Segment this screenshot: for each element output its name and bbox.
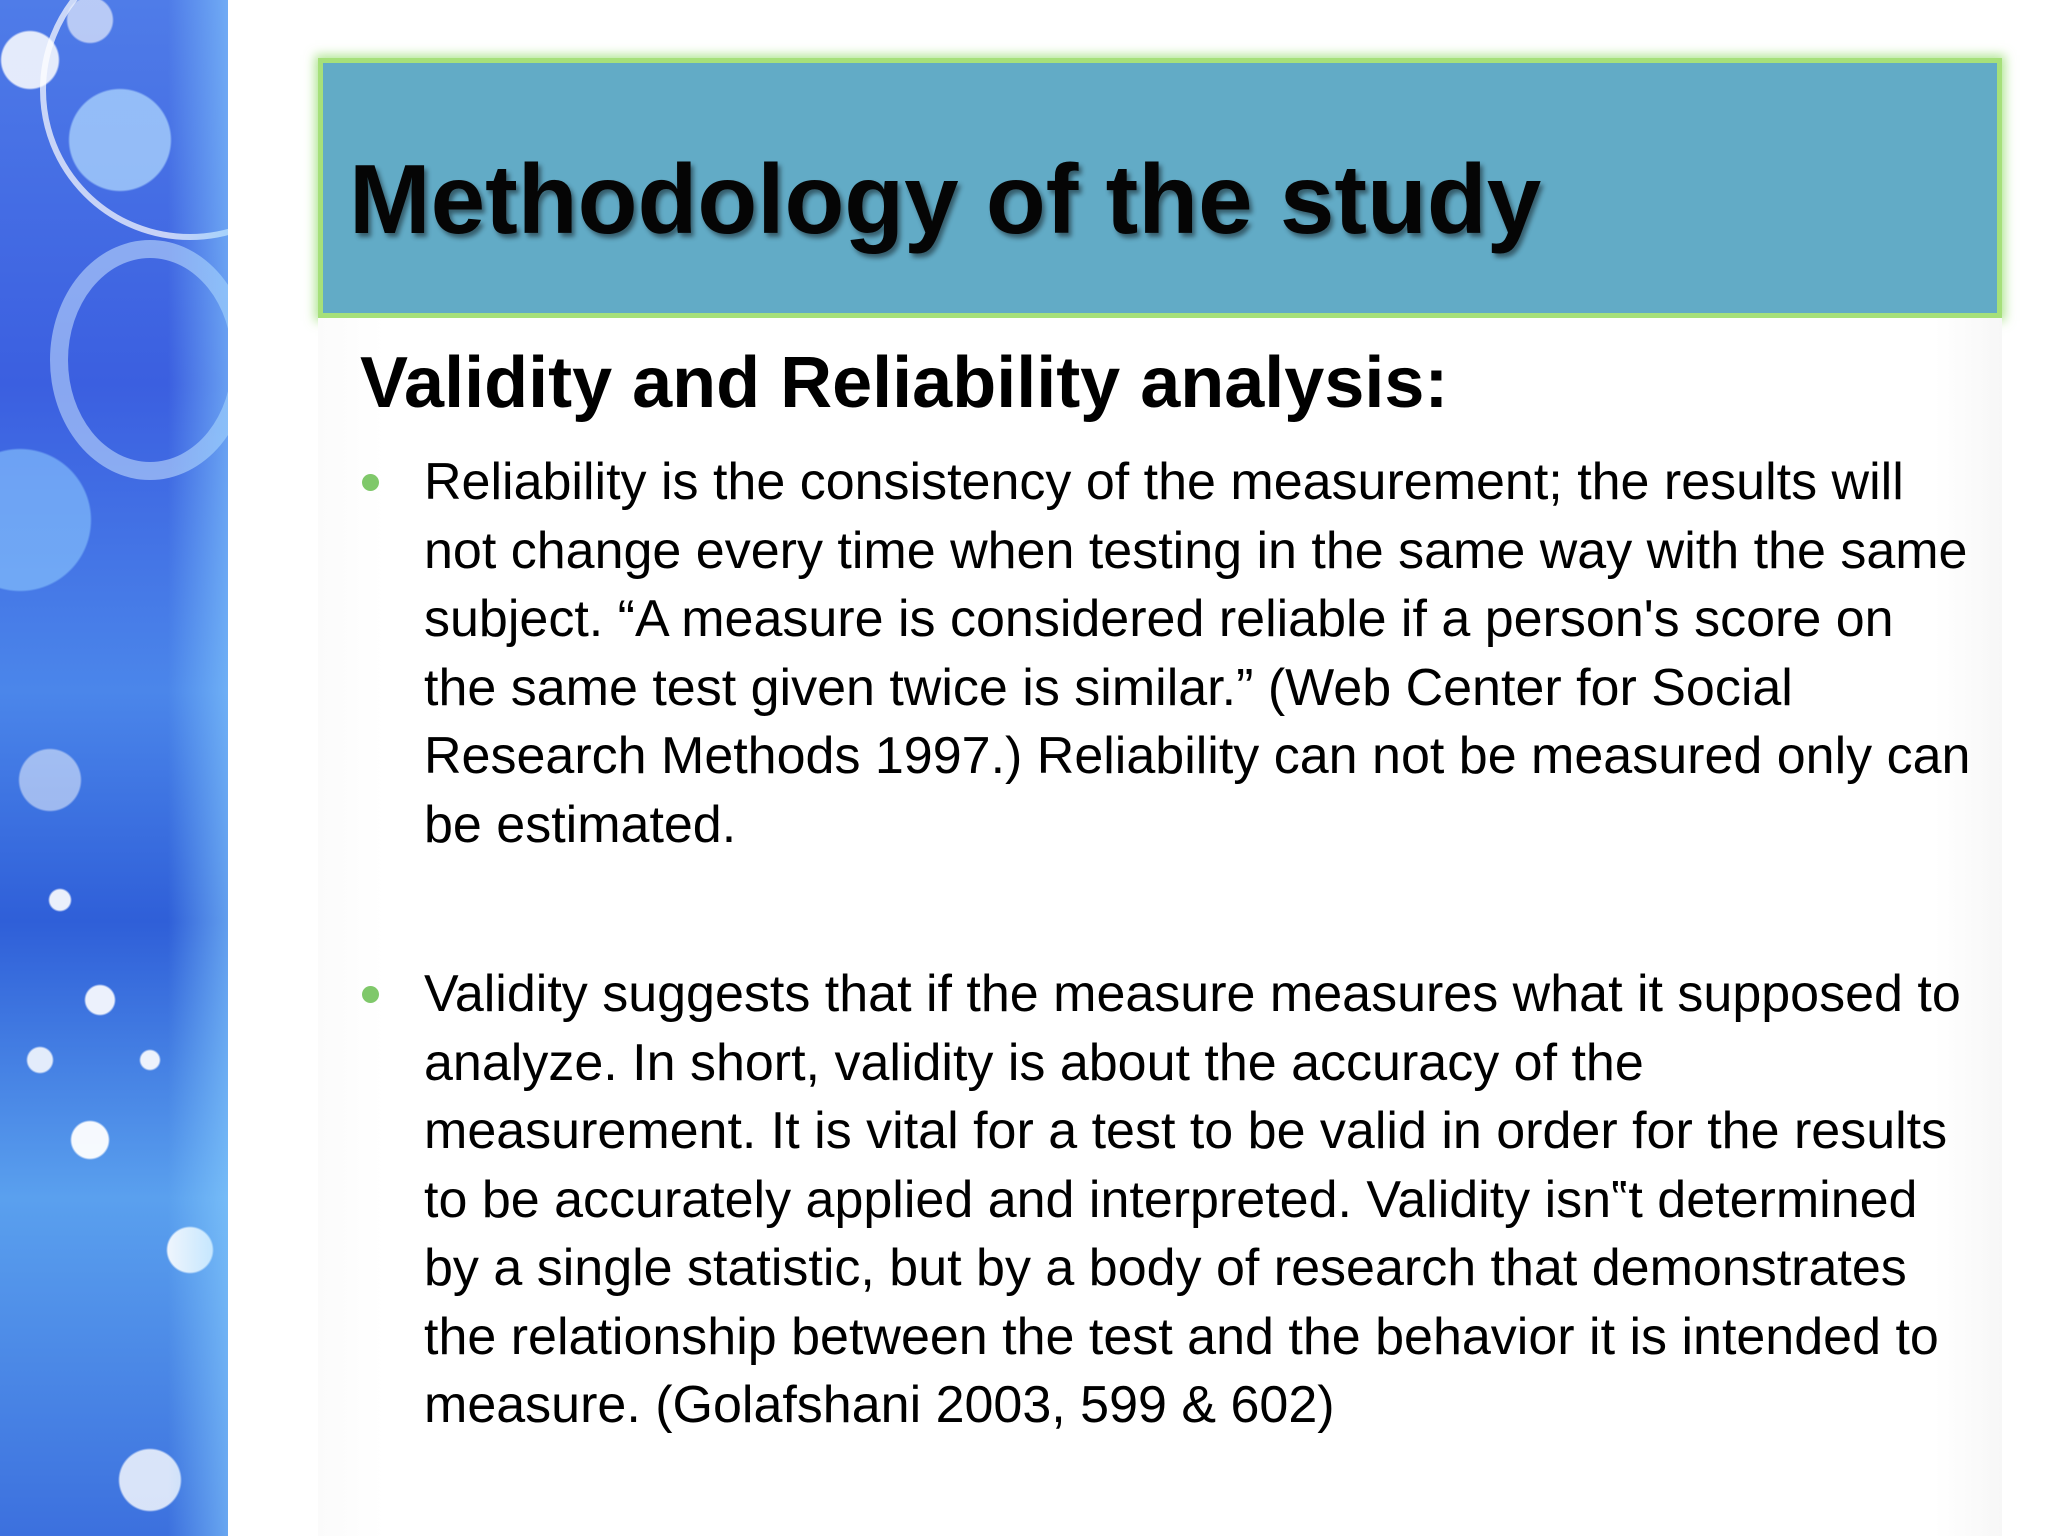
bullet-item-reliability [358, 448, 1978, 859]
bullet-list [358, 448, 1978, 1440]
strip-highlight [168, 0, 228, 1536]
bullet-icon [362, 986, 379, 1003]
slide-title: Methodology of the study [349, 144, 1542, 254]
bullet-text: Reliability is the consistency of the measurement; the results will not change every time when testing in the same way with the same subject. “A measure is considered reliable if a person's score on the same test given twice is similar.” (Web Center for Social Research Methods 1997.) Reliability can not be measured only can be estimated. [424, 453, 1971, 854]
bullet-icon [362, 474, 379, 491]
side-margin [228, 0, 318, 1536]
content-panel [318, 318, 2002, 1536]
decorative-side-strip [0, 0, 228, 1536]
slide-subtitle: Validity and Reliability analysis: [360, 343, 1449, 423]
bullet-text: Validity suggests that if the measure measures what it supposed to analyze. In short, validity is about the accuracy of the measurement. It is vital for a test to be valid in order for the results to be accurately applied and interpreted. Validity isn‟t determined by a single statistic, but by a body of research that demonstrates the relationship between the test and the behavior it is intended to measure. (Golafshani 2003, 599 & 602) [424, 965, 1961, 1434]
bullet-item-validity [358, 960, 1978, 1440]
title-banner [318, 58, 2002, 318]
